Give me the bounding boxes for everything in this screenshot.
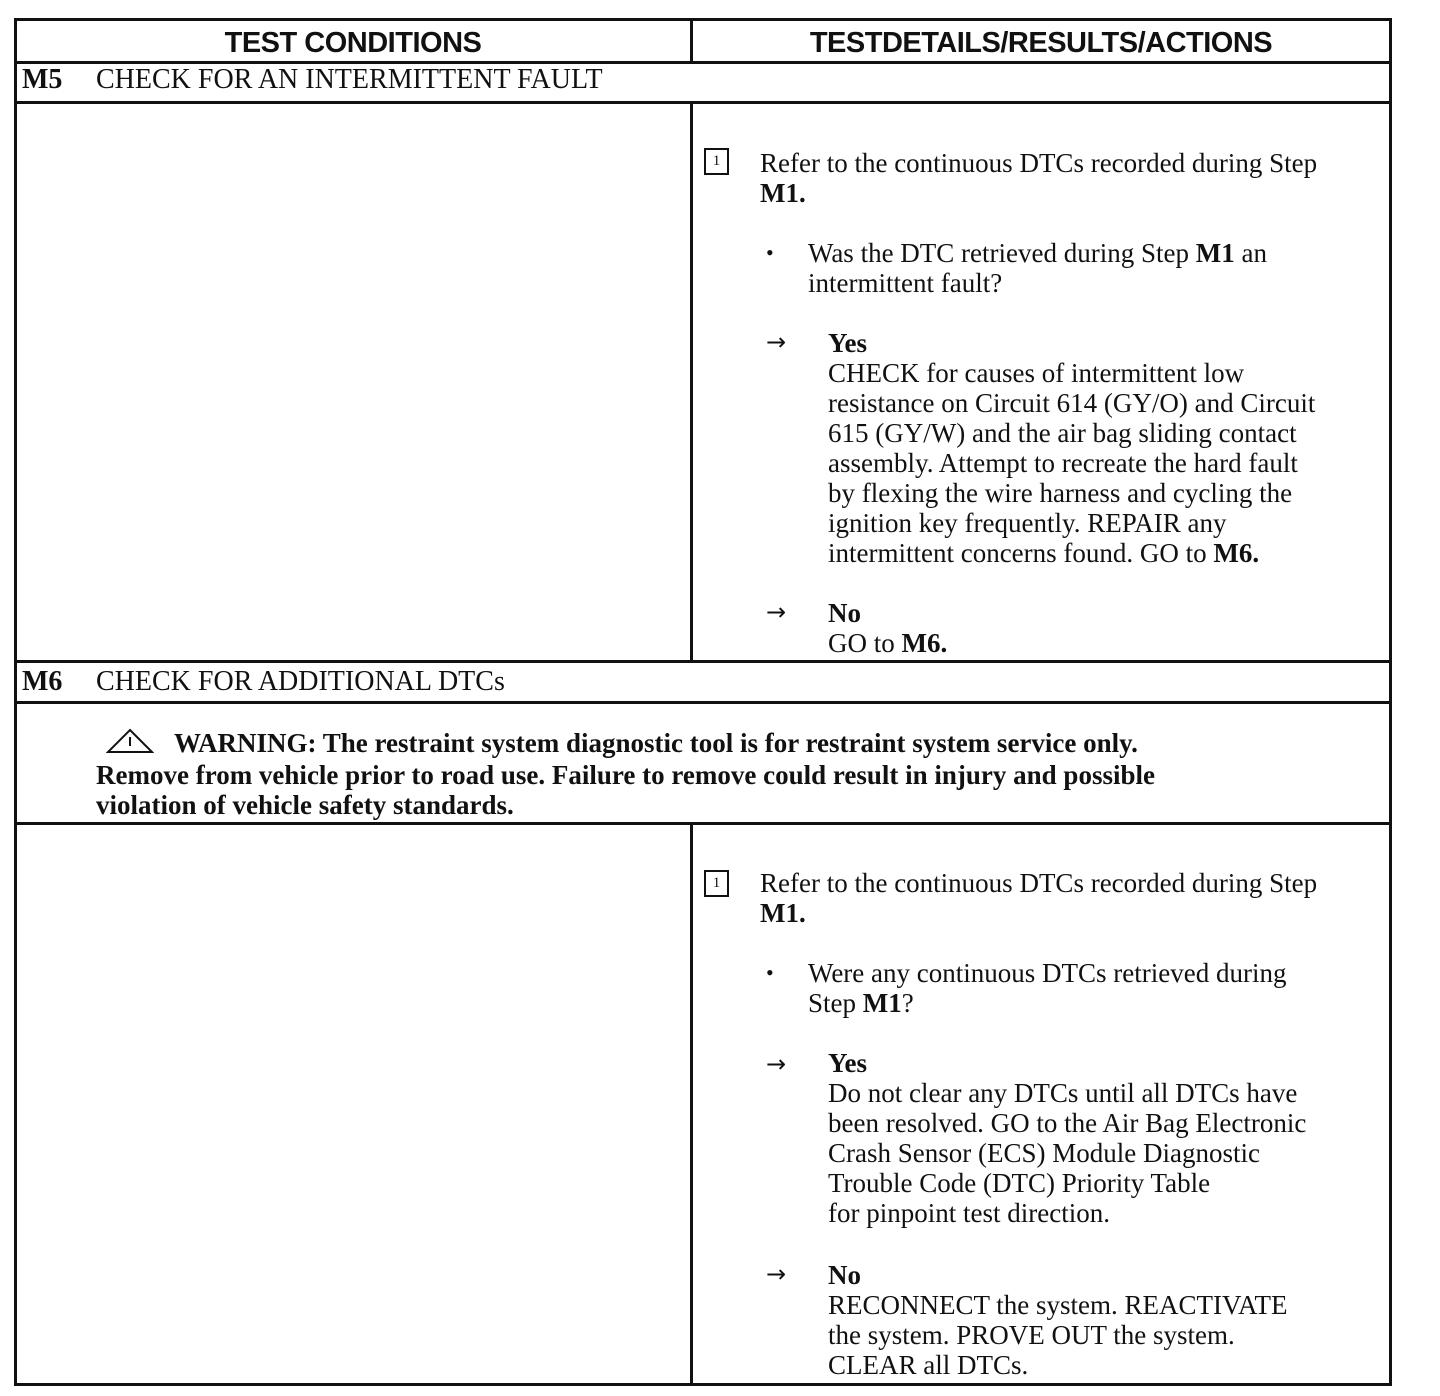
m5-body-bottom-border — [14, 660, 1392, 663]
m6-yes-block — [828, 1048, 1388, 1228]
m5-yes-line-1: CHECK for causes of intermittent low — [828, 358, 1245, 388]
header-test-details: TESTDETAILS/RESULTS/ACTIONS — [809, 26, 1273, 59]
m5-step-instruction: Refer to the continuous DTCs recorded during Step — [760, 148, 1318, 178]
m5-no-label: No — [828, 598, 861, 628]
m6-yes-line-4: Trouble Code (DTC) Priority Table — [828, 1168, 1211, 1198]
m5-question-line2: intermittent fault? — [808, 268, 1003, 298]
m6-title-bottom-border — [14, 701, 1392, 704]
m6-no-line-3: CLEAR all DTCs. — [828, 1350, 1029, 1380]
m6-warning-line-1: WARNING: The restraint system diagnostic tool is for restraint system service only. — [174, 728, 1138, 758]
m6-question-bullet: • — [766, 960, 774, 985]
warning-triangle-icon — [106, 728, 154, 760]
m5-no-arrow: → — [766, 598, 787, 626]
m6-column-divider — [690, 822, 693, 1386]
m5-step-ref: M1. — [760, 178, 806, 208]
m6-warning-line-2: Remove from vehicle prior to road use. Failure to remove could result in injury and possible — [96, 760, 1155, 790]
m6-yes-arrow: → — [766, 1050, 787, 1078]
m6-yes-line-3: Crash Sensor (ECS) Module Diagnostic — [828, 1138, 1260, 1168]
m6-question — [808, 958, 1383, 1018]
m5-question-part-b: an — [1234, 238, 1267, 268]
m5-no-part-a: GO to — [828, 628, 902, 658]
m5-code: M5 — [22, 64, 63, 95]
m6-step-instruction: Refer to the continuous DTCs recorded during Step — [760, 868, 1318, 898]
m6-no-label: No — [828, 1260, 861, 1290]
m6-step-number: 1 — [712, 875, 721, 891]
m5-no-block — [828, 598, 1388, 658]
header-test-conditions: TEST CONDITIONS — [224, 26, 482, 59]
m5-yes-last-part-b: . — [1252, 538, 1260, 568]
m6-no-block — [828, 1260, 1388, 1380]
m5-step-number-box — [704, 148, 729, 175]
m5-question-ref: M1 — [1195, 238, 1235, 268]
m6-title: CHECK FOR ADDITIONAL DTCs — [96, 666, 505, 697]
m6-yes-label: Yes — [828, 1048, 867, 1078]
m5-column-divider — [690, 101, 693, 663]
m6-yes-line-1: Do not clear any DTCs until all DTCs have — [828, 1078, 1298, 1108]
m5-yes-block — [828, 328, 1388, 568]
m6-warning-line-3: violation of vehicle safety standards. — [96, 790, 514, 820]
table-top-border — [14, 18, 1392, 21]
m5-step-number: 1 — [712, 153, 721, 169]
m6-section-title — [22, 666, 505, 698]
table-bottom-border — [14, 1383, 1392, 1386]
m5-no-ref: M6 — [901, 628, 941, 658]
m5-question-part-a: Was the DTC retrieved during Step — [808, 238, 1196, 268]
m5-yes-line-2: resistance on Circuit 614 (GY/O) and Circuit — [828, 388, 1316, 418]
table-right-border — [1389, 18, 1392, 1386]
m6-no-arrow: → — [766, 1260, 787, 1288]
m5-yes-last-ref: M6 — [1213, 538, 1253, 568]
table-left-border — [14, 18, 17, 1386]
m5-question — [808, 238, 1383, 298]
m5-yes-line-5: by flexing the wire harness and cycling the — [828, 478, 1293, 508]
m5-yes-label: Yes — [828, 328, 867, 358]
m6-step-ref: M1. — [760, 898, 806, 928]
m5-no-part-b: . — [940, 628, 948, 658]
m6-step-text — [760, 868, 1385, 928]
m5-section-title — [22, 64, 603, 96]
m6-code: M6 — [22, 666, 63, 697]
m6-warning — [96, 728, 1296, 820]
m5-step-text — [760, 148, 1385, 208]
m6-yes-line-2: been resolved. GO to the Air Bag Electronic — [828, 1108, 1307, 1138]
m5-title: CHECK FOR AN INTERMITTENT FAULT — [96, 64, 603, 95]
m6-question-ref: M1 — [862, 988, 902, 1018]
m5-yes-last-part-a: intermittent concerns found. GO to — [828, 538, 1214, 568]
m6-question-line1: Were any continuous DTCs retrieved during — [808, 958, 1287, 988]
m5-yes-line-6: ignition key frequently. REPAIR any — [828, 508, 1227, 538]
m5-yes-line-3: 615 (GY/W) and the air bag sliding contact — [828, 418, 1297, 448]
m6-no-line-1: RECONNECT the system. REACTIVATE — [828, 1290, 1288, 1320]
m6-yes-line-5: for pinpoint test direction. — [828, 1198, 1110, 1228]
m6-question-part-a: Step — [808, 988, 863, 1018]
m6-no-line-2: the system. PROVE OUT the system. — [828, 1320, 1235, 1350]
m5-yes-arrow: → — [766, 328, 787, 356]
m5-title-bottom-border — [14, 101, 1392, 104]
m5-yes-line-4: assembly. Attempt to recreate the hard fault — [828, 448, 1298, 478]
warning-bottom-border — [14, 822, 1392, 825]
m6-step-number-box — [704, 870, 729, 897]
m5-question-bullet: • — [766, 240, 774, 265]
m6-question-part-b: ? — [901, 988, 914, 1018]
